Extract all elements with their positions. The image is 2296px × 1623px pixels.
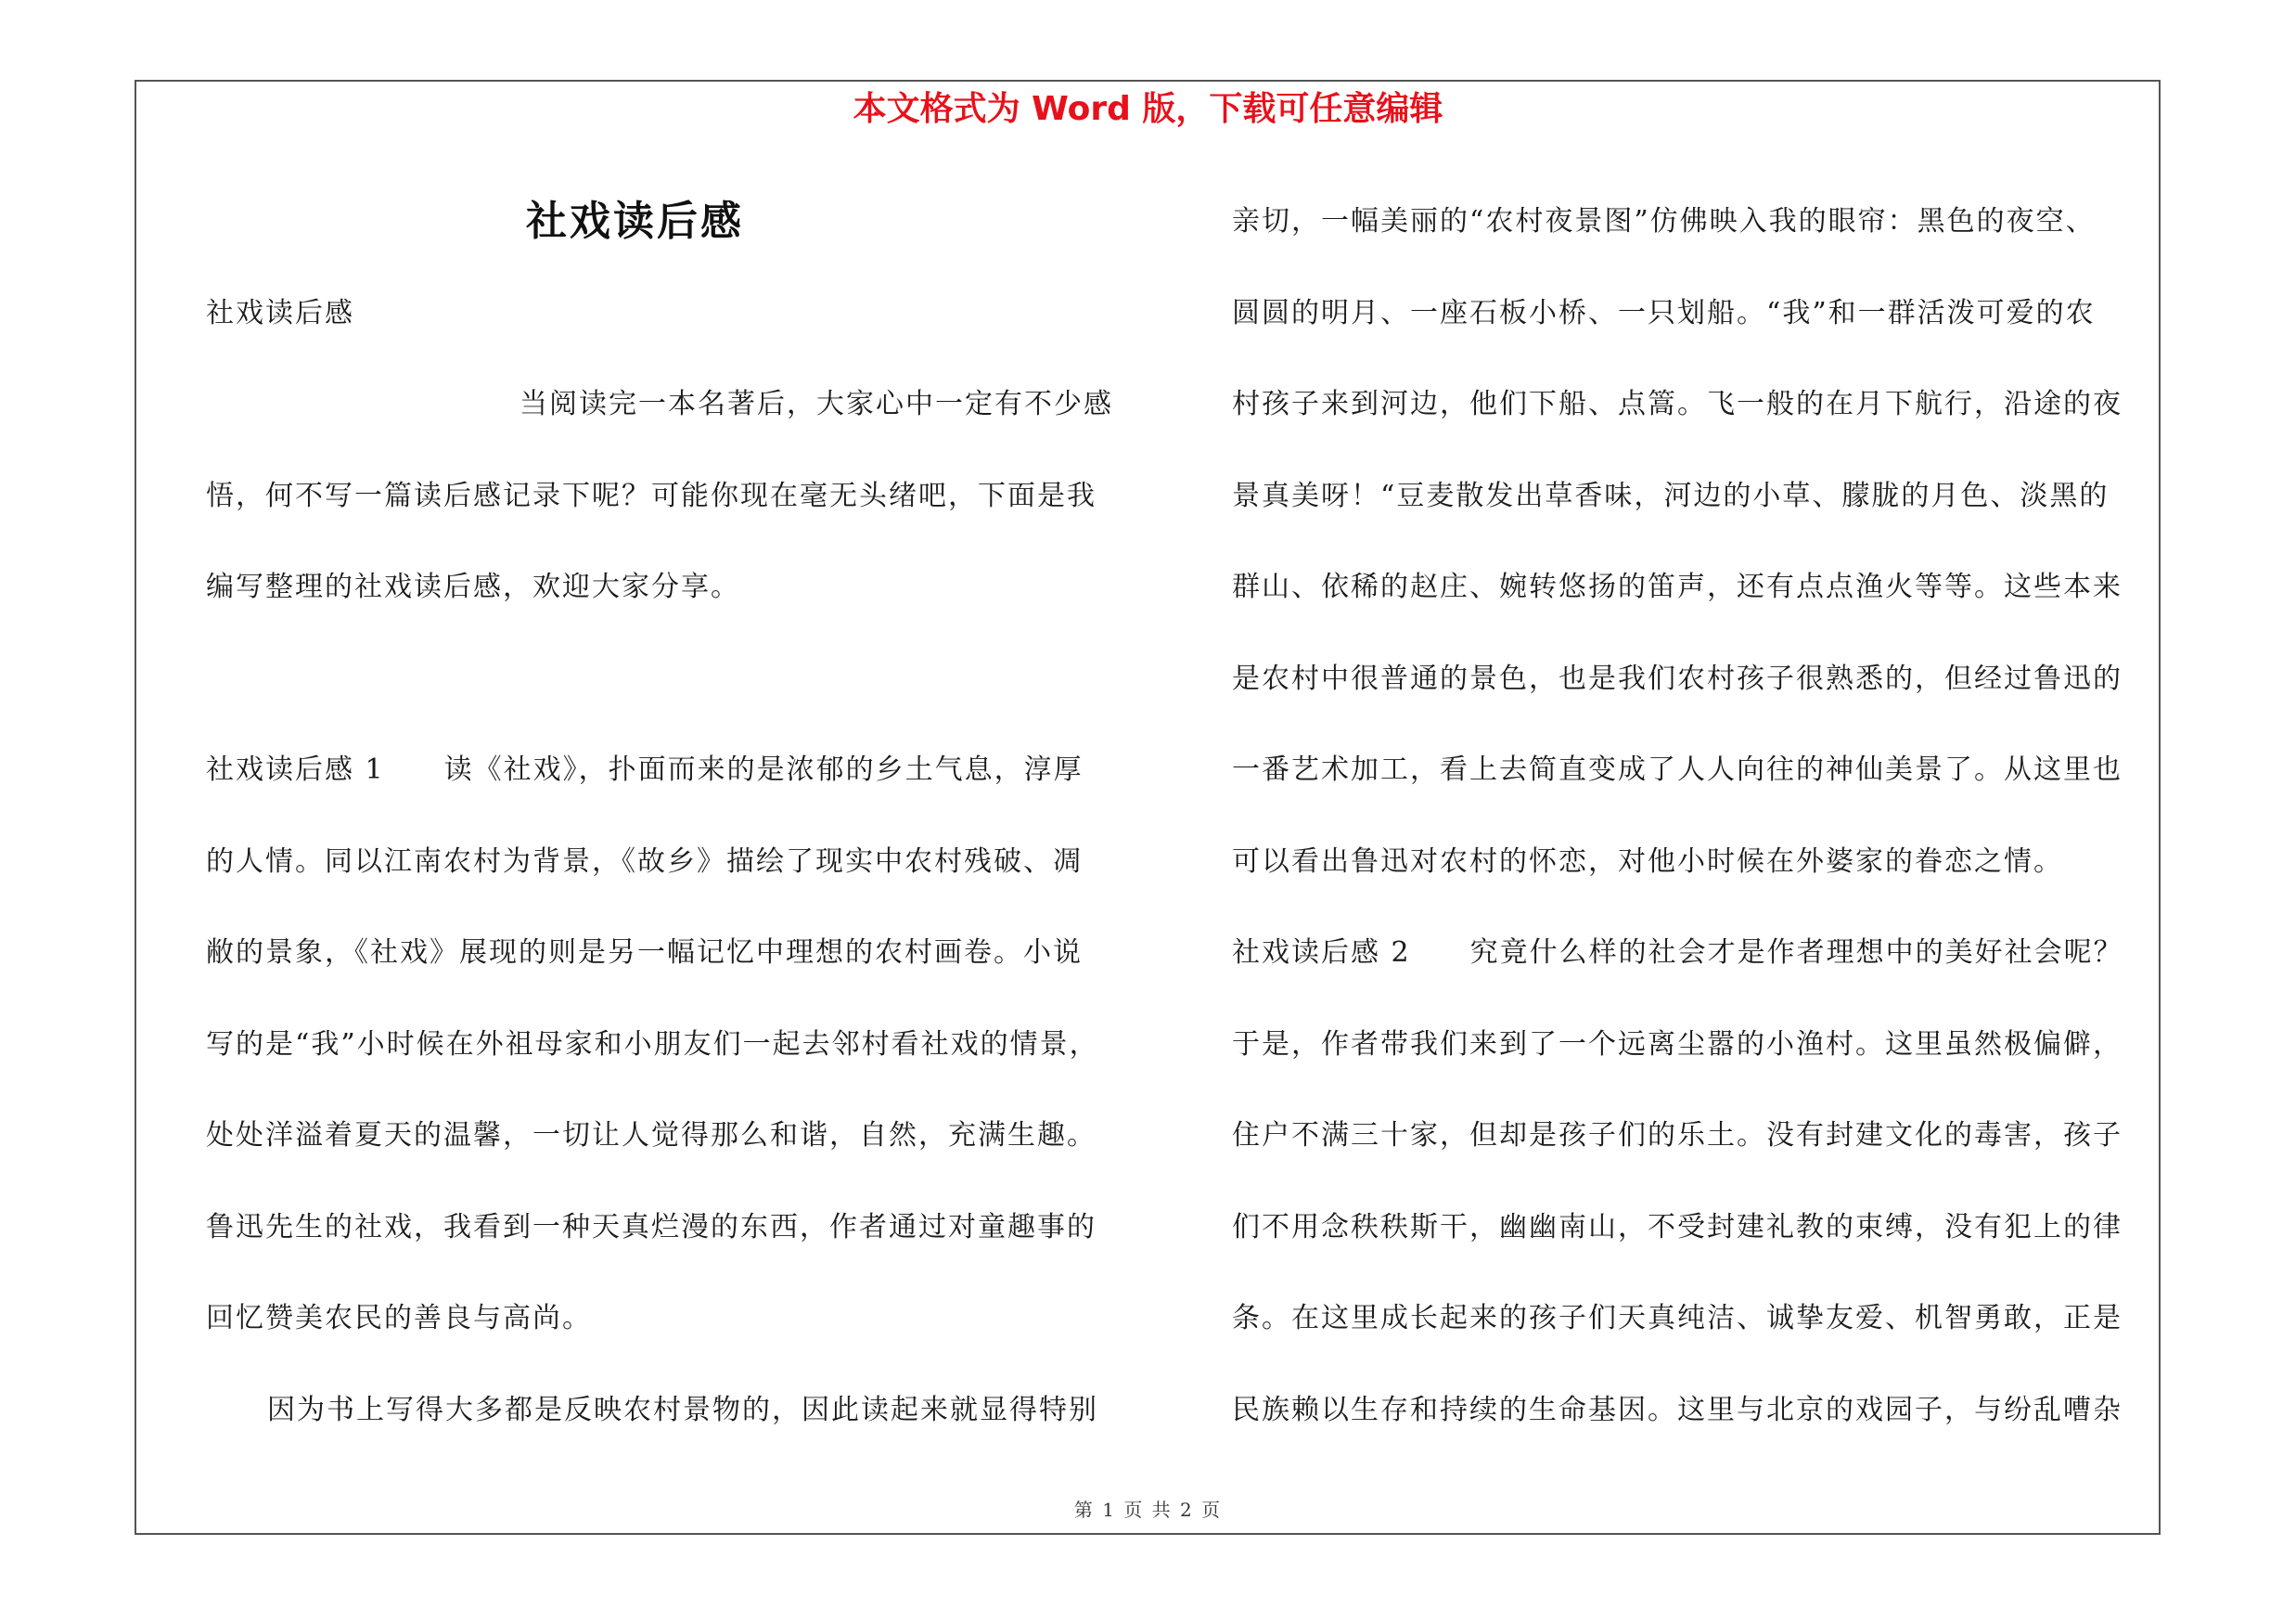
page-number: 第 1 页 共 2 页 [1073, 1499, 1223, 1521]
essay2-line: 们不用念秩秩斯干，幽幽南山，不受封建礼教的束缚，没有犯上的律 [1232, 1210, 2123, 1243]
essay2-line: 住户不满三十家，但却是孩子们的乐土。没有封建文化的毒害，孩子 [1232, 1119, 2123, 1152]
essay2-line: 条。在这里成长起来的孩子们天真纯洁、诚挚友爱、机智勇敢，正是 [1232, 1302, 2123, 1334]
essay1-line: 的人情。同以江南农村为背景，《故乡》描绘了现实中农村残破、凋 [206, 844, 1083, 878]
document-title: 社戏读后感 [526, 198, 744, 245]
essay1-line: 敝的景象，《社戏》展现的则是另一幅记忆中理想的农村画卷。小说 [206, 936, 1083, 969]
essay1-text: 读《社戏》，扑面而来的是浓郁的乡土气息，淳厚 [443, 754, 1084, 786]
body-line: 一番艺术加工，看上去简直变成了人人向往的神仙美景了。从这里也 [1232, 754, 2123, 786]
essay2-heading: 社戏读后感 2 [1232, 936, 1411, 969]
essay2-first-line [1232, 908, 2161, 999]
essay2-text: 究竟什么样的社会才是作者理想中的美好社会呢？ [1469, 936, 2123, 969]
essay1-line: 鲁迅先生的社戏，我看到一种天真烂漫的东西，作者通过对童趣事的 [206, 1210, 1097, 1243]
intro-line: 编写整理的社戏读后感，欢迎大家分享。 [206, 571, 740, 603]
essay2-line: 于是，作者带我们来到了一个远离尘嚣的小渔村。这里虽然极偏僻， [1232, 1027, 2123, 1061]
body-line: 景真美呀！“豆麦散发出草香味，河边的小草、朦胧的月色、淡黑的 [1232, 479, 2110, 512]
essay1-line: 写的是“我”小时候在外祖母家和小朋友们一起去邻村看社戏的情景， [206, 1027, 1099, 1061]
essay1-first-line [206, 725, 1135, 817]
intro-line: 当阅读完一本名著后，大家心中一定有不少感 [519, 388, 1113, 420]
body-line: 村孩子来到河边，他们下船、点篙。飞一般的在月下航行，沿途的夜 [1232, 388, 2123, 420]
blank-line [206, 634, 1135, 726]
body-line: 群山、依稀的赵庄、婉转悠扬的笛声，还有点点渔火等等。这些本来 [1232, 571, 2123, 603]
left-column [206, 176, 1135, 1456]
essay1-heading: 社戏读后感 1 [206, 754, 385, 786]
essay1-line: 处处洋溢着夏天的温馨，一切让人觉得那么和谐，自然，充满生趣。 [206, 1119, 1097, 1152]
format-banner: 本文格式为 Word 版，下载可任意编辑 [853, 90, 1443, 128]
essay2-line: 民族赖以生存和持续的生命基因。这里与北京的戏园子，与纷乱嘈杂 [1232, 1393, 2123, 1426]
body-line: 亲切，一幅美丽的“农村夜景图”仿佛映入我的眼帘：黑色的夜空、 [1232, 205, 2096, 238]
paragraph2-line: 因为书上写得大多都是反映农村景物的，因此读起来就显得特别 [267, 1393, 1098, 1426]
body-line: 圆圆的明月、一座石板小桥、一只划船。“我”和一群活泼可爱的农 [1232, 296, 2096, 329]
intro-line: 悟，何不写一篇读后感记录下呢？可能你现在毫无头绪吧，下面是我 [206, 479, 1097, 512]
subtitle: 社戏读后感 [206, 296, 354, 329]
body-line: 是农村中很普通的景色，也是我们农村孩子很熟悉的，但经过鲁迅的 [1232, 662, 2123, 695]
right-column [1232, 176, 2161, 1456]
essay1-line: 回忆赞美农民的善良与高尚。 [206, 1302, 592, 1334]
body-line: 可以看出鲁迅对农村的怀恋，对他小时候在外婆家的眷恋之情。 [1232, 844, 2063, 878]
